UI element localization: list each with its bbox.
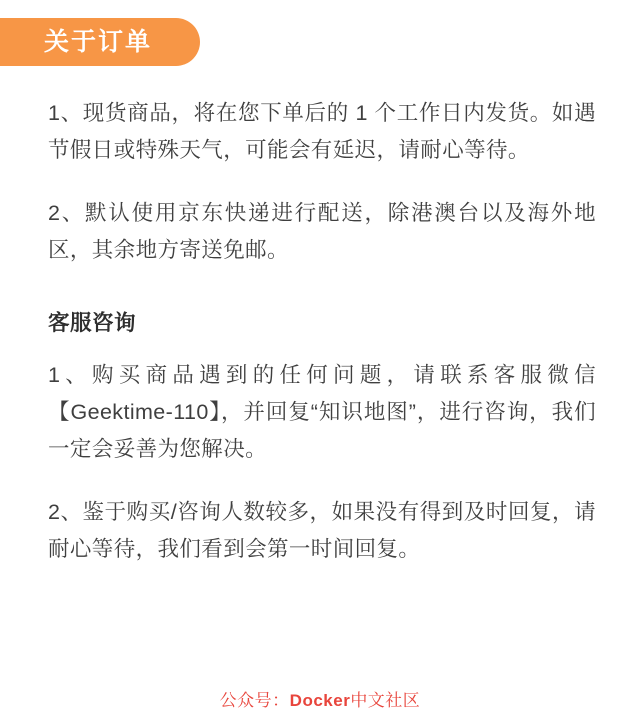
service-paragraph-1: 1、购买商品遇到的任何问题，请联系客服微信【Geektime-110】，并回复“知识地图”，进行咨询，我们一定会妥善为您解决。 <box>48 363 596 461</box>
footer-suffix: 中文社区 <box>350 691 421 710</box>
service-paragraph-2: 2、鉴于购买/咨询人数较多，如果没有得到及时回复，请耐心等待，我们看到会第一时间回复。 <box>48 500 596 561</box>
banner-title: 关于订单 <box>44 27 153 56</box>
footer-label: 公众号： <box>219 691 290 710</box>
order-paragraph-2: 2、默认使用京东快递进行配送，除港澳台以及海外地区，其余地方寄送免邮。 <box>48 201 596 262</box>
customer-service-heading: 客服咨询 <box>48 311 137 335</box>
footer-attribution <box>0 689 640 713</box>
section-banner <box>0 18 200 66</box>
order-paragraph-1: 1、现货商品，将在您下单后的 1 个工作日内发货。如遇节假日或特殊天气，可能会有延迟，请耐心等待。 <box>48 101 596 162</box>
footer-brand: Docker <box>289 691 351 710</box>
document-content <box>48 95 596 594</box>
